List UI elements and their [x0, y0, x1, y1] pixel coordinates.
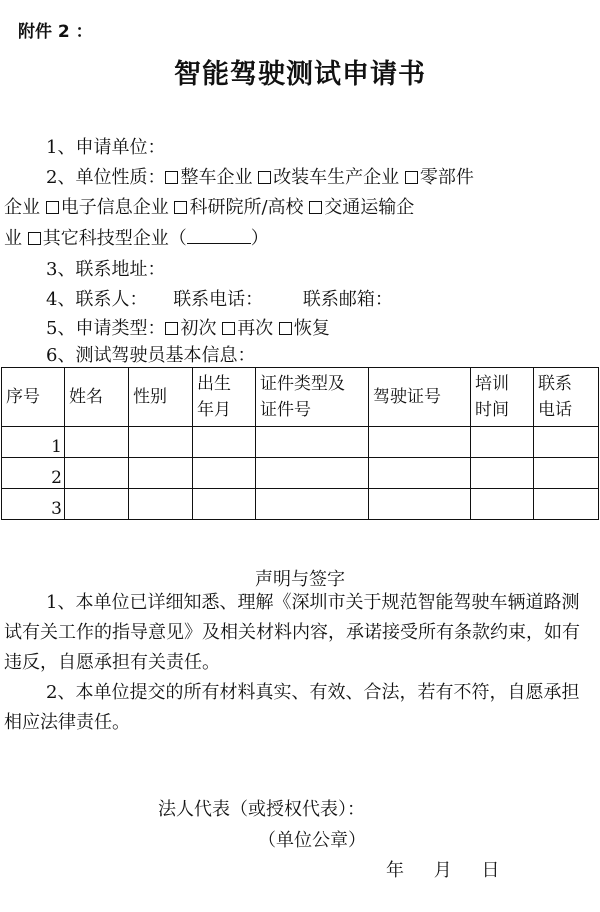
checkbox-icon[interactable]	[28, 232, 41, 245]
header-label: 年月	[197, 400, 231, 420]
apply-type-line	[46, 314, 330, 340]
nature-label: 2、单位性质：	[46, 167, 166, 188]
driver-info-line: 6、测试驾驶员基本信息：	[46, 345, 256, 366]
row-number: 3	[2, 489, 65, 520]
date-month: 月	[433, 860, 452, 881]
nature-option-modified: 改装车生产企业	[273, 167, 400, 188]
nature-option-other-close: ）	[250, 228, 269, 249]
contact-phone-label: 联系电话：	[173, 289, 264, 310]
checkbox-icon[interactable]	[222, 322, 235, 335]
page-title: 智能驾驶测试申请书	[174, 59, 426, 90]
table-cell[interactable]	[471, 489, 534, 520]
declaration-item-2: 2、本单位提交的所有材料真实、有效、合法，若有不符，自愿承担相应法律责任。	[4, 682, 580, 733]
table-cell[interactable]	[193, 458, 256, 489]
table-row	[2, 427, 599, 458]
attachment-label: 附件 2 ：	[18, 22, 93, 42]
checkbox-icon[interactable]	[174, 201, 187, 214]
header-cell	[193, 368, 256, 427]
apply-type-restore: 恢复	[293, 318, 330, 339]
declaration-item-1: 1、本单位已详细知悉、理解《深圳市关于规范智能驾驶车辆道路测试有关工作的指导意见》及相关材料内容，承诺接受所有条款约束，如有违反，自愿承担有关责任。	[4, 592, 580, 673]
table-cell[interactable]	[65, 489, 129, 520]
header-cell	[534, 368, 599, 427]
table-cell[interactable]	[369, 489, 471, 520]
address-line: 3、联系地址：	[46, 259, 166, 280]
nature-line-3	[4, 224, 269, 250]
table-cell[interactable]	[471, 458, 534, 489]
other-fill-blank[interactable]	[187, 229, 251, 244]
table-cell[interactable]	[534, 458, 599, 489]
header-label: 姓名	[69, 387, 103, 407]
checkbox-icon[interactable]	[46, 201, 59, 214]
header-cell	[256, 368, 369, 427]
apply-type-first: 初次	[180, 318, 217, 339]
table-header-row	[2, 368, 599, 427]
applicant-line: 1、申请单位：	[46, 137, 166, 158]
header-label: 电话	[538, 400, 572, 420]
nature-line-1	[46, 163, 474, 189]
table-cell[interactable]	[193, 427, 256, 458]
header-cell	[369, 368, 471, 427]
apply-type-label: 5、申请类型：	[46, 318, 166, 339]
nature-option-parts-cont: 企业	[4, 197, 40, 218]
date-day: 日	[481, 860, 500, 881]
table-cell[interactable]	[534, 427, 599, 458]
nature-option-research: 科研院所/高校	[189, 197, 304, 218]
checkbox-icon[interactable]	[309, 201, 322, 214]
driver-info-table	[1, 367, 599, 520]
header-label: 培训	[475, 374, 509, 394]
table-row	[2, 489, 599, 520]
checkbox-icon[interactable]	[258, 171, 271, 184]
table-row	[2, 458, 599, 489]
header-label: 出生	[197, 374, 231, 394]
table-cell[interactable]	[129, 427, 193, 458]
nature-option-electronics: 电子信息企业	[60, 197, 169, 218]
contact-line	[46, 285, 393, 311]
checkbox-icon[interactable]	[279, 322, 292, 335]
table-cell[interactable]	[65, 458, 129, 489]
date-year: 年	[386, 860, 404, 881]
table-cell[interactable]	[129, 489, 193, 520]
header-label: 证件号	[260, 400, 311, 420]
checkbox-icon[interactable]	[405, 171, 418, 184]
table-cell[interactable]	[256, 458, 369, 489]
table-cell[interactable]	[369, 427, 471, 458]
declaration-title: 声明与签字	[255, 569, 345, 590]
legal-representative-label: 法人代表（或授权代表）：	[158, 799, 365, 820]
table-cell[interactable]	[129, 458, 193, 489]
apply-type-again: 再次	[237, 318, 274, 339]
nature-line-2	[4, 193, 414, 219]
header-label: 驾驶证号	[373, 387, 441, 407]
contact-email-label: 联系邮箱：	[302, 289, 393, 310]
header-label: 证件类型及	[260, 374, 345, 394]
header-cell	[65, 368, 129, 427]
header-cell	[471, 368, 534, 427]
header-label: 联系	[538, 374, 572, 394]
header-label: 时间	[475, 400, 509, 420]
header-label: 序号	[6, 387, 40, 407]
nature-option-transport: 交通运输企	[324, 197, 415, 218]
nature-option-parts: 零部件	[419, 167, 474, 188]
table-cell[interactable]	[534, 489, 599, 520]
table-cell[interactable]	[256, 489, 369, 520]
header-label: 性别	[133, 387, 167, 407]
checkbox-icon[interactable]	[165, 171, 178, 184]
nature-option-vehicle: 整车企业	[180, 167, 253, 188]
checkbox-icon[interactable]	[165, 322, 178, 335]
row-number: 1	[2, 427, 65, 458]
contact-person-label: 4、联系人：	[46, 289, 148, 310]
table-cell[interactable]	[369, 458, 471, 489]
nature-option-other: 其它科技型企业（	[42, 228, 187, 249]
company-seal-label: （单位公章）	[258, 830, 366, 851]
header-cell	[2, 368, 65, 427]
table-cell[interactable]	[193, 489, 256, 520]
header-cell	[129, 368, 193, 427]
nature-option-transport-cont: 业	[4, 228, 22, 249]
date-line	[386, 856, 499, 882]
table-cell[interactable]	[256, 427, 369, 458]
table-cell[interactable]	[65, 427, 129, 458]
table-cell[interactable]	[471, 427, 534, 458]
row-number: 2	[2, 458, 65, 489]
